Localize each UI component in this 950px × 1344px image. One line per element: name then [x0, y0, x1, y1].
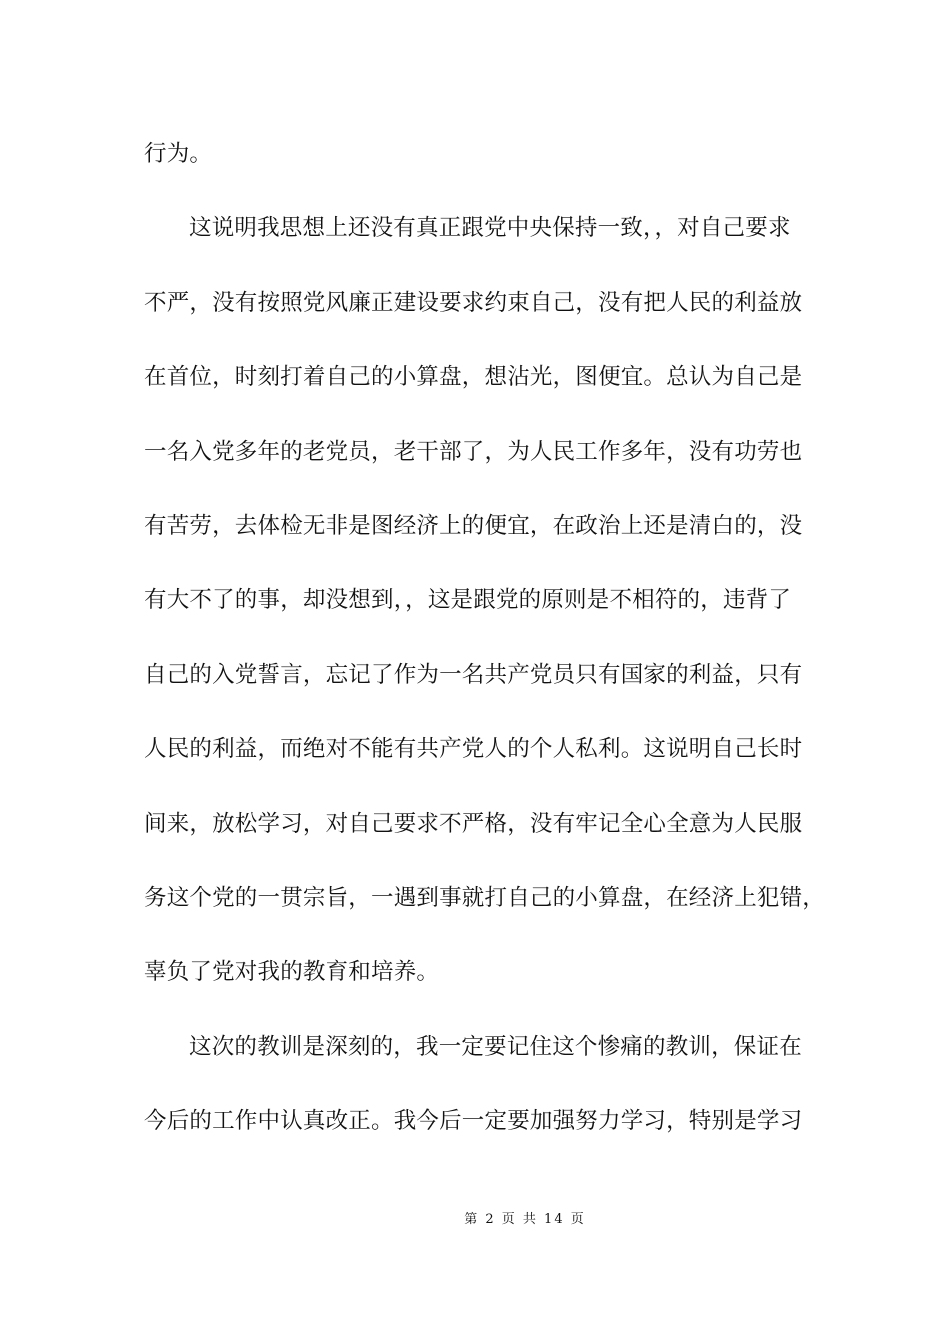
- text-line: 辜负了党对我的教育和培养。: [144, 959, 440, 986]
- paragraph-start-line: 这次的教训是深刻的，我一定要记住这个惨痛的教训，保证在: [189, 1033, 802, 1060]
- paragraph-start-line: 这说明我思想上还没有真正跟党中央保持一致，，对自己要求: [189, 215, 791, 242]
- body-text: [144, 132, 834, 1173]
- text-line: 人民的利益，而绝对不能有共产党人的个人私利。这说明自己长时: [144, 736, 803, 763]
- text-line: 自己的入党誓言，忘记了作为一名共产党员只有国家的利益，只有: [144, 661, 803, 688]
- text-line: 有苦劳，去体检无非是图经济上的便宜，在政治上还是清白的，没: [144, 512, 803, 539]
- text-line: 间来，放松学习，对自己要求不严格，没有牢记全心全意为人民服: [144, 810, 803, 837]
- text-line: 在首位，时刻打着自己的小算盘，想沾光，图便宜。总认为自己是: [144, 364, 803, 391]
- text-line: 务这个党的一贯宗旨，一遇到事就打自己的小算盘，在经济上犯错，: [144, 884, 826, 911]
- text-line: 一名入党多年的老党员，老干部了，为人民工作多年，没有功劳也: [144, 438, 803, 465]
- text-line: 不严，没有按照党风廉正建设要求约束自己，没有把人民的利益放: [144, 289, 803, 316]
- text-line: 有大不了的事，却没想到，，这是跟党的原则是不相符的，违背了: [144, 587, 792, 614]
- text-line: 今后的工作中认真改正。我今后一定要加强努力学习，特别是学习: [144, 1108, 803, 1135]
- page-number-footer: 第 2 页 共 14 页: [464, 1212, 586, 1227]
- text-line: 行为。: [144, 141, 213, 167]
